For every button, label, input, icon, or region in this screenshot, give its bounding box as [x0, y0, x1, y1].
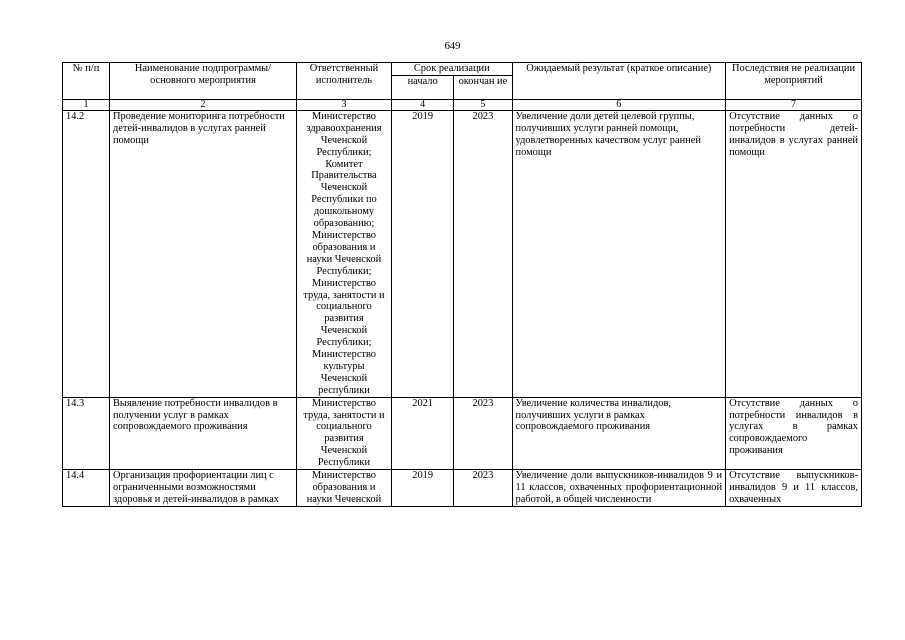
header-period: Срок реализации	[391, 63, 512, 76]
header-executor: Ответственный исполнитель	[296, 63, 391, 100]
row-result: Увеличение доли выпускников-инвалидов 9 и 11 классов, охваченных профориентационной работой, в общей численности	[512, 470, 726, 507]
table-row	[63, 110, 862, 397]
column-number: 2	[110, 99, 297, 110]
column-number: 4	[391, 99, 453, 110]
measures-table	[62, 62, 862, 507]
header-consequences: Последствия не реализации мероприятий	[726, 63, 862, 100]
table-header	[63, 63, 862, 111]
column-number: 3	[296, 99, 391, 110]
row-executor: Министерство труда, занятости и социального развития Чеченской Республики	[296, 397, 391, 469]
row-start: 2021	[391, 397, 453, 469]
row-consequences: Отсутствие данных о потребности инвалидов в услугах в рамках сопровождаемого проживания	[726, 397, 862, 469]
header-end: окончан ие	[454, 75, 512, 99]
row-result: Увеличение количества инвалидов, получивших услуги в рамках сопровождаемого проживания	[512, 397, 726, 469]
row-executor: Министерство здравоохранения Чеченской Республики; Комитет Правительства Чеченской Республики по дошкольному образованию; Министерство образования и науки Чеченской Республики; Министерство труда, занятости и социального развития Чеченской Республики; Министерство культуры Чеченской республики	[296, 110, 391, 397]
row-result: Увеличение доли детей целевой группы, получивших услуги ранней помощи, удовлетворенных качеством услуг ранней помощи	[512, 110, 726, 397]
row-num: 14.4	[63, 470, 110, 507]
header-start: начало	[391, 75, 453, 99]
header-name: Наименование подпрограммы/ основного мероприятия	[110, 63, 297, 100]
column-number: 1	[63, 99, 110, 110]
row-num: 14.3	[63, 397, 110, 469]
column-numbers-row	[63, 99, 862, 110]
column-number: 6	[512, 99, 726, 110]
row-num: 14.2	[63, 110, 110, 397]
table-row	[63, 397, 862, 469]
row-start: 2019	[391, 110, 453, 397]
table-row	[63, 470, 862, 507]
header-result: Ожидаемый результат (краткое описание)	[512, 63, 726, 100]
row-name: Организация профориентации лиц с ограниченными возможностями здоровья и детей-инвалидов в рамках	[110, 470, 297, 507]
page-number: 649	[444, 41, 461, 52]
row-executor: Министерство образования и науки Чеченской	[296, 470, 391, 507]
row-end: 2023	[454, 470, 512, 507]
row-start: 2019	[391, 470, 453, 507]
row-end: 2023	[454, 397, 512, 469]
row-name: Выявление потребности инвалидов в получении услуг в рамках сопровождаемого проживания	[110, 397, 297, 469]
column-number: 7	[726, 99, 862, 110]
row-name: Проведение мониторинга потребности детей-инвалидов в услугах ранней помощи	[110, 110, 297, 397]
row-consequences: Отсутствие данных о потребности детей-инвалидов в услугах ранней помощи	[726, 110, 862, 397]
header-num: № п/п	[63, 63, 110, 100]
column-number: 5	[454, 99, 512, 110]
row-end: 2023	[454, 110, 512, 397]
row-consequences: Отсутствие выпускников-инвалидов 9 и 11 классов, охваченных	[726, 470, 862, 507]
